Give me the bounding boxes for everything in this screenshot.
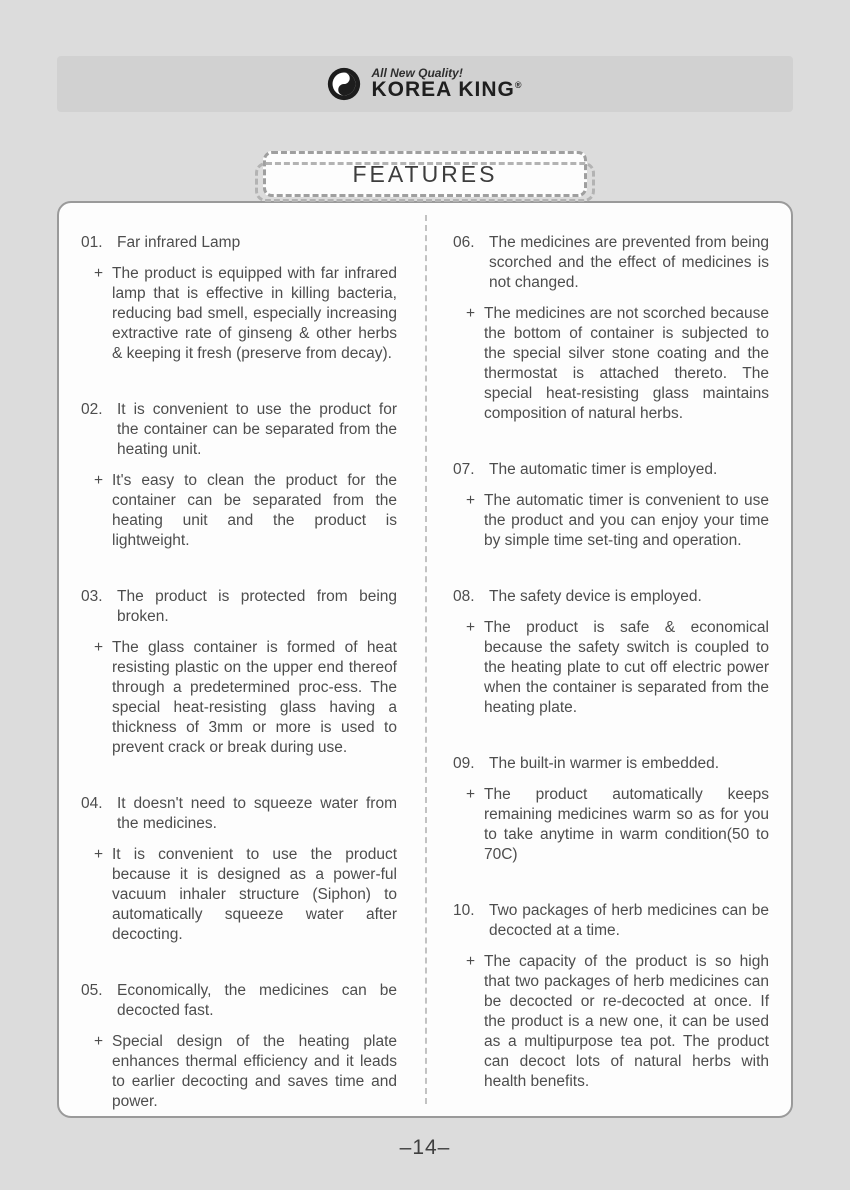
feature-detail-text: The product is safe & economical because the safety switch is coupled to the heating plate to cut off electric power when the container is separated from the heating plate.	[484, 619, 769, 716]
feature-item-04	[81, 794, 397, 945]
feature-detail-text: The product automatically keeps remaining medicines warm so as for you to take anytime in warm condition(50 to 70C)	[484, 786, 769, 863]
feature-heading-row	[81, 794, 397, 834]
feature-detail-row	[81, 264, 397, 364]
plus-marker: +	[466, 305, 476, 322]
feature-detail-text: It's easy to clean the product for the container can be separated from the heating unit and the product is lightweight.	[112, 472, 397, 549]
feature-item-07	[453, 460, 769, 551]
feature-detail-text: The medicines are not scorched because the bottom of container is subjected to the special silver stone coating and the thermostat is attached thereto. The special heat-resisting glass maintains composition of natural herbs.	[484, 305, 769, 422]
column-divider	[425, 215, 427, 1104]
feature-number: 05.	[81, 982, 103, 999]
feature-heading-row	[81, 233, 397, 253]
header-band	[57, 56, 793, 112]
plus-marker: +	[94, 265, 104, 282]
feature-detail-text: The capacity of the product is so high that two packages of herb medicines can be decocted or re-decocted at once. If the product is a new one, it can be used as a multipurpose tea pot. The product can decoct lots of natural herbs with health benefits.	[484, 953, 769, 1090]
feature-detail-row	[81, 638, 397, 758]
feature-heading-row	[81, 400, 397, 460]
logo-text	[371, 67, 522, 102]
feature-detail-row	[453, 952, 769, 1092]
feature-number: 01.	[81, 234, 103, 251]
feature-detail-row	[453, 491, 769, 551]
plus-marker: +	[466, 492, 476, 509]
feature-detail-row	[81, 1032, 397, 1112]
feature-number: 02.	[81, 401, 103, 418]
plus-marker: +	[94, 1033, 104, 1050]
feature-item-05	[81, 981, 397, 1112]
feature-number: 06.	[453, 234, 475, 251]
plus-marker: +	[466, 953, 476, 970]
feature-detail-row	[453, 304, 769, 424]
feature-heading: It doesn't need to squeeze water from the medicines.	[117, 795, 397, 832]
feature-heading: Two packages of herb medicines can be decocted at a time.	[489, 902, 769, 939]
feature-item-09	[453, 754, 769, 865]
feature-heading: The safety device is employed.	[489, 588, 702, 605]
feature-heading: The product is protected from being broken.	[117, 588, 397, 625]
feature-number: 10.	[453, 902, 475, 919]
feature-heading-row	[81, 981, 397, 1021]
feature-detail-row	[453, 618, 769, 718]
feature-detail-text: The glass container is formed of heat resisting plastic on the upper end thereof through a predetermined proc-ess. The special heat-resisting glass having a thickness of 3mm or more is used to prevent crack or break during use.	[112, 639, 397, 756]
feature-heading-row	[81, 587, 397, 627]
feature-item-10	[453, 901, 769, 1092]
feature-number: 04.	[81, 795, 103, 812]
feature-number: 07.	[453, 461, 475, 478]
features-title-box	[263, 151, 587, 197]
feature-detail-text: It is convenient to use the product because it is designed as a power-ful vacuum inhaler structure (Siphon) to automatically squeeze water after decocting.	[112, 846, 397, 943]
brand-name: KOREA KING®	[371, 78, 523, 102]
feature-heading-row	[453, 754, 769, 774]
feature-number: 03.	[81, 588, 103, 605]
feature-heading: It is convenient to use the product for the container can be separated from the heating unit.	[117, 401, 397, 458]
registered-mark: ®	[514, 80, 523, 91]
right-column	[445, 233, 777, 1148]
logo-swirl-icon	[327, 67, 361, 101]
feature-heading: Far infrared Lamp	[117, 234, 241, 251]
plus-marker: +	[94, 846, 104, 863]
page-title: FEATURES	[352, 160, 498, 187]
feature-item-02	[81, 400, 397, 551]
feature-heading: The built-in warmer is embedded.	[489, 755, 720, 772]
feature-heading-row	[453, 233, 769, 293]
plus-marker: +	[466, 786, 476, 803]
feature-detail-text: Special design of the heating plate enhances thermal efficiency and it leads to earlier decocting and saves time and power.	[112, 1033, 397, 1110]
feature-heading: The automatic timer is employed.	[489, 461, 718, 478]
feature-detail-row	[81, 471, 397, 551]
left-column	[73, 233, 405, 1148]
feature-detail-row	[453, 785, 769, 865]
page-number: –14–	[399, 1136, 451, 1159]
feature-item-01	[81, 233, 397, 364]
feature-heading-row	[453, 460, 769, 480]
feature-number: 09.	[453, 755, 475, 772]
plus-marker: +	[466, 619, 476, 636]
plus-marker: +	[94, 639, 104, 656]
feature-number: 08.	[453, 588, 475, 605]
feature-heading-row	[453, 587, 769, 607]
brand-tagline: All New Quality!	[371, 65, 463, 80]
feature-heading: Economically, the medicines can be decocted fast.	[117, 982, 397, 1019]
feature-detail-row	[81, 845, 397, 945]
feature-item-08	[453, 587, 769, 718]
feature-detail-text: The product is equipped with far infrared lamp that is effective in killing bacteria, reducing bad smell, especially increasing extractive rate of ginseng & other herbs & keeping it fresh (preserve from decay).	[112, 265, 397, 362]
feature-heading: The medicines are prevented from being scorched and the effect of medicines is not changed.	[489, 234, 769, 291]
feature-item-03	[81, 587, 397, 758]
plus-marker: +	[94, 472, 104, 489]
feature-item-06	[453, 233, 769, 424]
feature-detail-text: The automatic timer is convenient to use the product and you can enjoy your time by simple time set-ting and operation.	[484, 492, 769, 549]
features-content-box	[57, 201, 793, 1118]
feature-heading-row	[453, 901, 769, 941]
korea-king-logo	[327, 67, 522, 102]
